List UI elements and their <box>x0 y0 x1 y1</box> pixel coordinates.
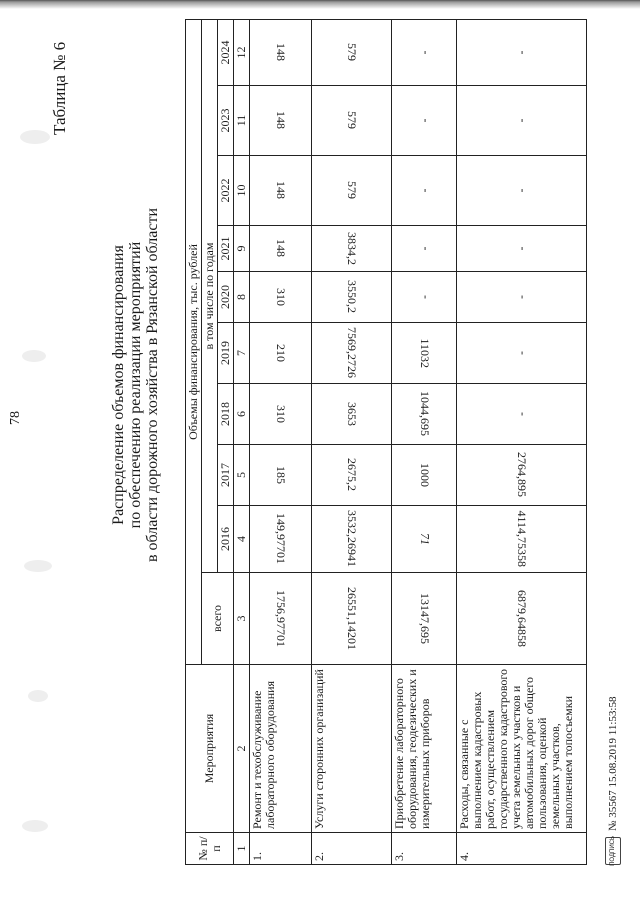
header-year: 2019 <box>218 323 234 384</box>
year-value: 11032 <box>417 338 432 368</box>
year-cell <box>250 384 312 445</box>
year-value: 210 <box>274 344 288 362</box>
stamp-text: ПОДПИСЬ <box>610 836 616 866</box>
year-cell <box>457 323 587 384</box>
year-value: 2675,2 <box>345 458 359 492</box>
table-row <box>312 19 392 864</box>
year-cell <box>250 506 312 573</box>
col-number: 2 <box>234 665 250 833</box>
header-volumes: Объемы финансирования, тыс. рублей <box>186 19 202 664</box>
total-cell <box>312 573 392 665</box>
col-number: 9 <box>234 226 250 272</box>
header-year: 2017 <box>218 445 234 506</box>
table-row <box>392 19 457 864</box>
year-value: 2764,895 <box>515 452 529 498</box>
total-value: 1756,97701 <box>274 590 288 647</box>
year-value: - <box>416 50 431 55</box>
year-cell <box>250 226 312 272</box>
activity-name: Ремонт и техобслуживание лабораторного оборудования <box>250 665 312 833</box>
col-number: 6 <box>234 384 250 445</box>
year-value: 148 <box>274 43 288 62</box>
table-row <box>250 19 312 864</box>
col-number: 8 <box>234 272 250 323</box>
year-cell <box>250 156 312 226</box>
row-number: 1. <box>250 833 312 865</box>
page-number: 78 <box>8 411 23 425</box>
header-year: 2022 <box>218 156 234 226</box>
col-number: 1 <box>234 833 250 865</box>
year-value: 4114,75358 <box>515 510 529 568</box>
header-total: всего <box>202 573 234 665</box>
year-value: - <box>514 246 528 251</box>
year-cell <box>457 86 587 156</box>
document-reference: № 35567 15.08.2019 11:53:58 <box>607 696 619 831</box>
row-number: 2. <box>312 833 392 865</box>
year-value: 1044,695 <box>417 391 432 437</box>
registration-stamp <box>605 837 621 865</box>
year-cell <box>457 384 587 445</box>
col-number: 10 <box>234 156 250 226</box>
year-value: - <box>416 246 431 251</box>
col-number: 5 <box>234 445 250 506</box>
year-value: 7569,2726 <box>345 327 359 379</box>
col-number: 3 <box>234 573 250 665</box>
year-cell <box>457 272 587 323</box>
row-number: 3. <box>392 833 457 865</box>
year-value: - <box>416 295 431 299</box>
year-value: 3550,2 <box>345 280 359 314</box>
table-label: Таблица № 6 <box>50 41 69 135</box>
year-cell <box>250 272 312 323</box>
total-cell <box>392 573 457 665</box>
year-cell <box>392 156 457 226</box>
year-value: 3532,26941 <box>345 510 359 568</box>
column-number-row <box>234 19 250 864</box>
year-cell <box>392 272 457 323</box>
year-cell <box>392 226 457 272</box>
year-value: 310 <box>274 288 288 306</box>
activity-name: Услуги сторонних организаций <box>312 665 392 833</box>
year-cell <box>312 506 392 573</box>
title-line-1: Распределение объемов финансирования <box>110 245 127 525</box>
year-value: 71 <box>417 532 432 547</box>
year-value: - <box>514 50 528 55</box>
header-num: № п/п <box>186 833 234 865</box>
header-year: 2023 <box>218 86 234 156</box>
total-value: 6879,64858 <box>515 590 529 647</box>
year-value: 3653 <box>345 402 359 426</box>
activity-name: Расходы, связанные с выполнением кадастровых работ, осуществлением государственного кадастрового учета земельных участков и автомобильных дорог общего пользования, оценкой земельных участков, выполнением топосъемки <box>457 665 587 833</box>
total-value: 26551,14201 <box>345 587 359 650</box>
year-cell <box>457 506 587 573</box>
year-value: 3834,2 <box>345 232 359 265</box>
total-value: 13147,695 <box>417 593 432 644</box>
title-line-3: в области дорожного хозяйства в Рязанской области <box>144 207 161 563</box>
year-cell <box>312 272 392 323</box>
year-cell <box>392 323 457 384</box>
year-cell <box>392 86 457 156</box>
year-value: 1000 <box>417 463 432 487</box>
col-number: 11 <box>234 86 250 156</box>
year-value: 149,97701 <box>274 513 288 565</box>
year-value: 148 <box>274 239 288 258</box>
year-value: - <box>514 412 528 416</box>
year-cell <box>457 226 587 272</box>
year-cell <box>392 506 457 573</box>
total-cell <box>457 573 587 665</box>
year-value: 185 <box>274 466 288 484</box>
year-cell <box>312 19 392 85</box>
header-year: 2018 <box>218 384 234 445</box>
year-cell <box>392 384 457 445</box>
financing-table <box>185 19 587 865</box>
year-value: - <box>514 295 528 299</box>
document-title <box>110 5 161 765</box>
year-cell <box>392 445 457 506</box>
year-value: 579 <box>345 111 359 130</box>
year-cell <box>392 19 457 85</box>
year-cell <box>457 445 587 506</box>
col-number: 4 <box>234 506 250 573</box>
header-year: 2016 <box>218 506 234 573</box>
year-cell <box>312 86 392 156</box>
row-number: 4. <box>457 833 587 865</box>
year-value: - <box>514 188 528 193</box>
total-cell <box>250 573 312 665</box>
title-line-2: по обеспечению реализации мероприятий <box>127 241 144 529</box>
year-cell <box>312 156 392 226</box>
year-cell <box>312 323 392 384</box>
header-year: 2024 <box>218 19 234 85</box>
year-value: 148 <box>274 181 288 200</box>
year-cell <box>250 323 312 384</box>
year-value: - <box>514 118 528 123</box>
col-number: 7 <box>234 323 250 384</box>
header-activity: Мероприятия <box>186 665 234 833</box>
year-cell <box>250 445 312 506</box>
document-footer <box>605 697 621 865</box>
year-value: 579 <box>345 43 359 62</box>
year-cell <box>312 445 392 506</box>
activity-name: Приобретение лабораторного оборудования, геодезических и измерительных приборов <box>392 665 457 833</box>
year-value: 148 <box>274 111 288 130</box>
year-cell <box>250 86 312 156</box>
year-value: 310 <box>274 405 288 423</box>
year-cell <box>457 19 587 85</box>
col-number: 12 <box>234 19 250 85</box>
header-row-1 <box>186 19 202 864</box>
header-year: 2020 <box>218 272 234 323</box>
year-value: 579 <box>345 181 359 200</box>
year-cell <box>457 156 587 226</box>
year-value: - <box>416 188 431 193</box>
year-cell <box>250 19 312 85</box>
year-value: - <box>416 118 431 123</box>
year-cell <box>312 226 392 272</box>
table-row <box>457 19 587 864</box>
year-value: - <box>514 351 528 355</box>
header-by-years: в том числе по годам <box>202 19 218 572</box>
header-year: 2021 <box>218 226 234 272</box>
year-cell <box>312 384 392 445</box>
